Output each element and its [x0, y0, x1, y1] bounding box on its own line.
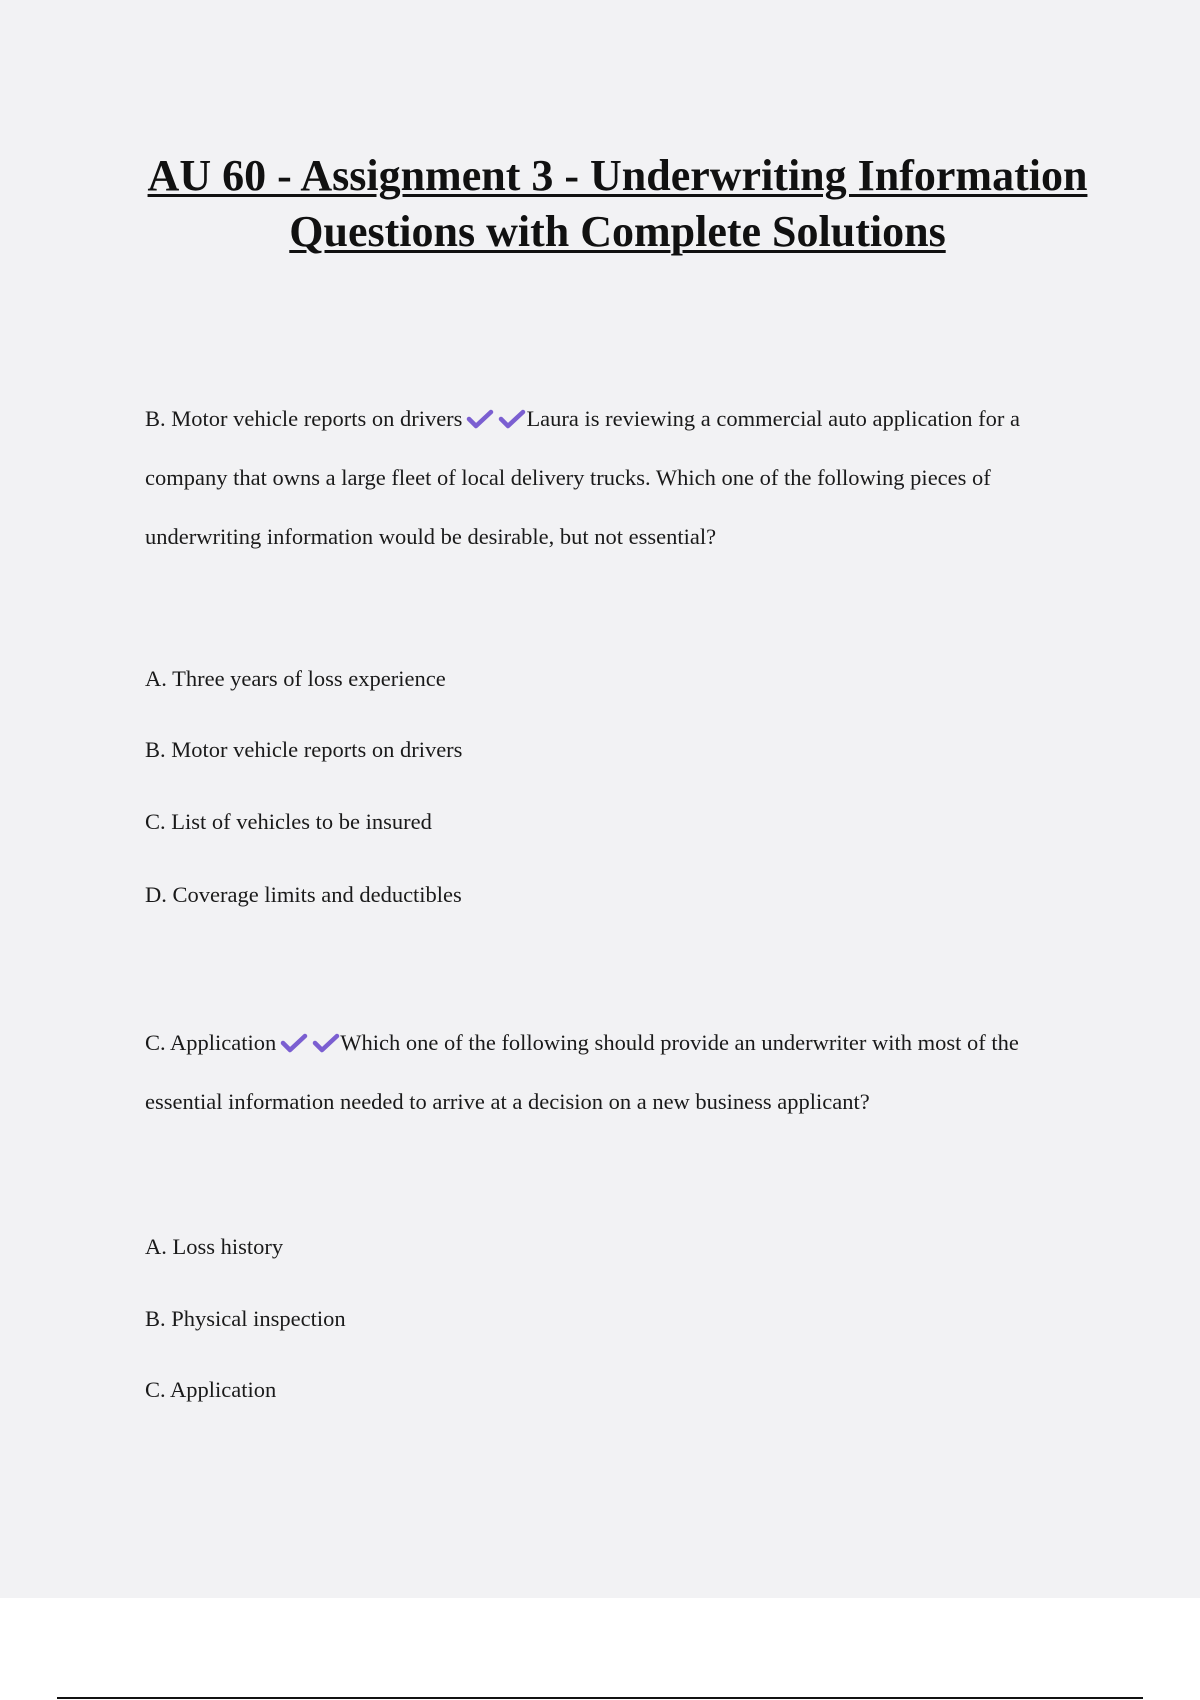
check-icon [312, 1033, 340, 1053]
question-stem-2: Which one of the following should provide an underwriter with most of the essential information needed to arrive at a decision on a new business applicant? [145, 1030, 1019, 1114]
option-1a: A. Three years of loss experience [145, 666, 446, 691]
option-2b: B. Physical inspection [145, 1306, 346, 1331]
question-block-1 [145, 389, 1090, 566]
document-title: AU 60 - Assignment 3 - Underwriting Information Questions with Complete Solutions [147, 151, 1088, 256]
footer-divider [57, 1697, 1143, 1699]
option-1b: B. Motor vehicle reports on drivers [145, 737, 463, 762]
option-1c: C. List of vehicles to be insured [145, 809, 432, 834]
option-2a: A. Loss history [145, 1234, 284, 1259]
option-1d: D. Coverage limits and deductibles [145, 882, 462, 907]
answer-label-1: B. Motor vehicle reports on drivers [145, 406, 463, 431]
option-2c: C. Application [145, 1377, 277, 1402]
question-text-1 [145, 389, 1090, 566]
check-icon [466, 409, 494, 429]
question-stem-1: Laura is reviewing a commercial auto application for a company that owns a large fleet of local delivery trucks. Which one of the following pieces of underwriting information would be desirable, but not essential? [145, 406, 1020, 549]
check-icon [280, 1033, 308, 1053]
question-text-2 [145, 1013, 1090, 1131]
answer-label-2: C. Application [145, 1030, 277, 1055]
question-block-2 [145, 1013, 1090, 1131]
check-icon [498, 409, 526, 429]
